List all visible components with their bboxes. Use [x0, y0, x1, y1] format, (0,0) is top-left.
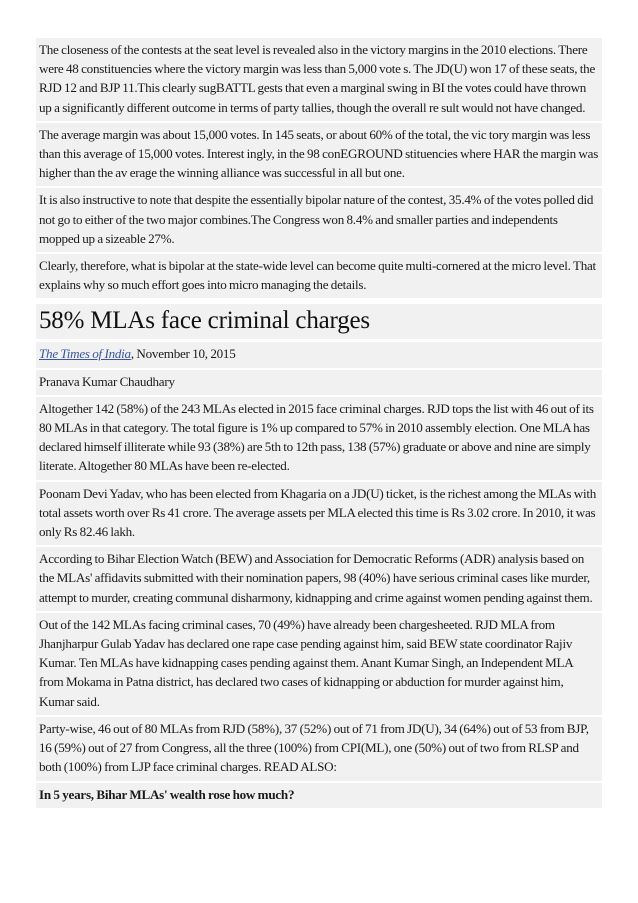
article-author: Pranava Kumar Chaudhary — [36, 370, 602, 395]
article-paragraph-4: Out of the 142 MLAs facing criminal cases, 70 (49%) have already been chargesheeted. RJD MLA from Jhanjharpur Gulab Yadav has declared one rape case pending against him, said BEW state coordinator Rajiv Kumar. Ten MLAs have kidnapping cases pending against them. Anant Kumar Singh, an Independent MLA from Mokama in Patna district, has declared two cases of kidnapping or abduction for murder against him, Kumar said. — [36, 613, 602, 715]
article-paragraph-1: Altogether 142 (58%) of the 243 MLAs elected in 2015 face criminal charges. RJD tops the list with 46 out of its 80 MLAs in that category. The total figure is 1% up compared to 57% in 2010 assembly election. One MLA has declared himself illiterate while 93 (38%) are 5th to 12th pass, 138 (57%) graduate or above and nine are simply literate. Altogether 80 MLAs have been re-elected. — [36, 397, 602, 480]
article-title: 58% MLAs face criminal charges — [36, 304, 602, 339]
source-link[interactable]: The Times of India — [39, 346, 131, 362]
intro-paragraph-1: The closeness of the contests at the seat level is revealed also in the victory margins in the 2010 elections. There were 48 constituencies where the victory margin was less than 5,000 vote s. The JD(U) won 17 of these seats, the RJD 12 and BJP 11.This clearly sugBATTL gests that even a marginal swing in BI the votes could have thrown up a significantly different outcome in terms of party tallies, though the overall re sult would not have changed. — [36, 38, 602, 121]
related-article-link[interactable]: In 5 years, Bihar MLAs' wealth rose how much? — [36, 783, 602, 808]
intro-paragraph-2: The average margin was about 15,000 votes. In 145 seats, or about 60% of the total, the vic tory margin was less than this average of 15,000 votes. Interest ingly, in the 98 conEGROUND stituencies where HAR the margin was higher than the av erage the winning alliance was successful in all but one. — [36, 123, 602, 187]
document-page — [36, 38, 602, 810]
article-paragraph-5: Party-wise, 46 out of 80 MLAs from RJD (58%), 37 (52%) out of 71 from JD(U), 34 (64%) out of 53 from BJP, 16 (59%) out of 27 from Congress, all the three (100%) from CPI(ML), one (50%) out of two from RLSP and both (100%) from LJP face criminal charges. READ ALSO: — [36, 717, 602, 781]
intro-paragraph-3: It is also instructive to note that despite the essentially bipolar nature of the contest, 35.4% of the votes polled did not go to either of the two major combines.The Congress won 8.4% and smaller parties and independents mopped up a sizeable 27%. — [36, 188, 602, 252]
article-paragraph-2: Poonam Devi Yadav, who has been elected from Khagaria on a JD(U) ticket, is the richest among the MLAs with total assets worth over Rs 41 crore. The average assets per MLA elected this time is Rs 3.02 crore. In 2010, it was only Rs 82.46 lakh. — [36, 482, 602, 546]
article-source-line — [36, 342, 602, 367]
article-paragraph-3: According to Bihar Election Watch (BEW) and Association for Democratic Reforms (ADR) analysis based on the MLAs' affidavits submitted with their nomination papers, 98 (40%) have serious criminal cases like murder, attempt to murder, creating communal disharmony, kidnapping and crime against women pending against them. — [36, 547, 602, 611]
source-date: , November 10, 2015 — [130, 346, 236, 362]
intro-paragraph-4: Clearly, therefore, what is bipolar at the state-wide level can become quite multi-cornered at the micro level. That explains why so much effort goes into micro managing the details. — [36, 254, 602, 298]
